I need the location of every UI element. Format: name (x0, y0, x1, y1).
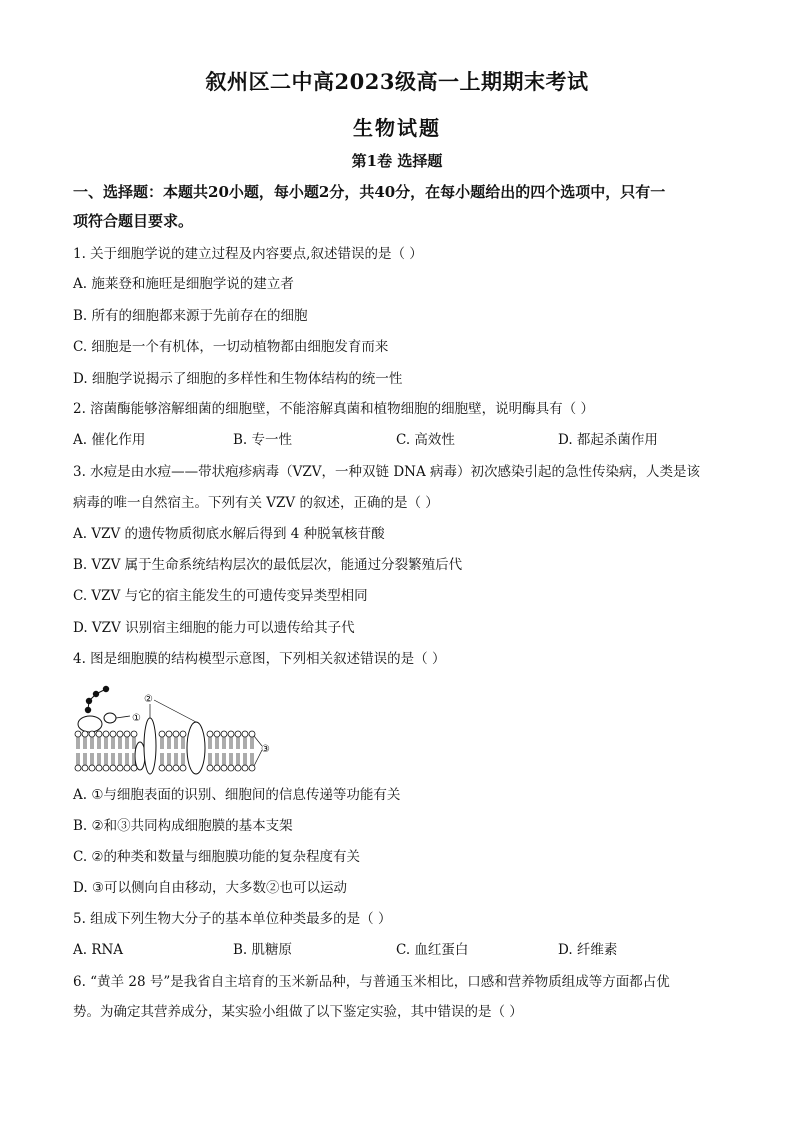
glycoprotein-small-head (104, 713, 116, 723)
q5-option-d: D. 纤维素 (558, 942, 618, 958)
q4-option-d: D. ③可以侧向自由移动，大多数②也可以运动 (73, 880, 348, 896)
transmembrane-protein-1 (144, 718, 156, 774)
q3-stem-line1: 3. 水痘是由水痘——带状疱疹病毒（VZV，一种双链 DNA 病毒）初次感染引起的急性传染病，人类是该 (73, 464, 701, 480)
lower-tails (77, 753, 253, 765)
q5-option-c: C. 血红蛋白 (396, 942, 469, 958)
section-instruction-line2: 项符合题目要求。 (73, 212, 194, 230)
q1-option-a: A. 施莱登和施旺是细胞学说的建立者 (73, 276, 294, 292)
transmembrane-protein-2 (187, 722, 205, 774)
section-instruction-line1: 一、选择题：本题共20小题，每小题2分，共40分，在每小题给出的四个选项中，只有一 (73, 183, 666, 201)
sugar-chain (85, 686, 109, 713)
cell-membrane-diagram (70, 680, 280, 780)
q1-option-b: B. 所有的细胞都来源于先前存在的细胞 (73, 308, 308, 324)
label-3: ③ (261, 744, 270, 755)
q2-option-b: B. 专一性 (233, 432, 293, 448)
q1-stem: 1. 关于细胞学说的建立过程及内容要点,叙述错误的是（ ） (73, 246, 423, 262)
q1-option-d: D. 细胞学说揭示了细胞的多样性和生物体结构的统一性 (73, 371, 403, 387)
q3-option-a: A. VZV 的遗传物质彻底水解后得到 4 种脱氧核苷酸 (73, 526, 385, 542)
q4-stem: 4. 图是细胞膜的结构模型示意图，下列相关叙述错误的是（ ） (73, 651, 446, 667)
glycoprotein-head (78, 716, 102, 732)
q5-option-a: A. RNA (73, 942, 124, 958)
q2-option-a: A. 催化作用 (73, 432, 146, 448)
q5-option-b: B. 肌糖原 (233, 942, 293, 958)
q2-option-d: D. 都起杀菌作用 (558, 432, 658, 448)
upper-phospholipid-layer (75, 731, 255, 737)
q4-option-b: B. ②和③共同构成细胞膜的基本支架 (73, 818, 293, 834)
q4-option-a: A. ①与细胞表面的识别、细胞间的信息传递等功能有关 (73, 787, 401, 803)
lower-phospholipid-layer (75, 765, 255, 771)
label-2: ② (144, 694, 153, 705)
q3-option-b: B. VZV 属于生命系统结构层次的最低层次，能通过分裂繁殖后代 (73, 557, 463, 573)
q2-option-c: C. 高效性 (396, 432, 455, 448)
q1-option-c: C. 细胞是一个有机体，一切动植物都由细胞发育而来 (73, 339, 389, 355)
q5-stem: 5. 组成下列生物大分子的基本单位种类最多的是（ ） (73, 911, 392, 927)
q6-stem-line1: 6. “黄羊 28 号”是我省自主培育的玉米新品种，与普通玉米相比，口感和营养物质组成等方面都占优 (73, 974, 670, 990)
volume-heading: 第1卷 选择题 (351, 152, 443, 170)
exam-title: 叙州区二中高2023级高一上期期末考试 (205, 69, 589, 94)
q3-option-c: C. VZV 与它的宿主能发生的可遗传变异类型相同 (73, 588, 368, 604)
q4-option-c: C. ②的种类和数量与细胞膜功能的复杂程度有关 (73, 849, 361, 865)
q3-option-d: D. VZV 识别宿主细胞的能力可以遗传给其子代 (73, 620, 355, 636)
q3-stem-line2: 病毒的唯一自然宿主。下列有关 VZV 的叙述，正确的是（ ） (73, 495, 439, 511)
q2-stem: 2. 溶菌酶能够溶解细菌的细胞壁，不能溶解真菌和植物细胞的细胞壁，说明酶具有（ ） (73, 401, 594, 417)
subject-title: 生物试题 (353, 116, 441, 140)
label-1: ① (132, 713, 141, 724)
q6-stem-line2: 势。为确定其营养成分，某实验小组做了以下鉴定实验，其中错误的是（ ） (73, 1004, 523, 1020)
upper-tails (77, 737, 253, 749)
